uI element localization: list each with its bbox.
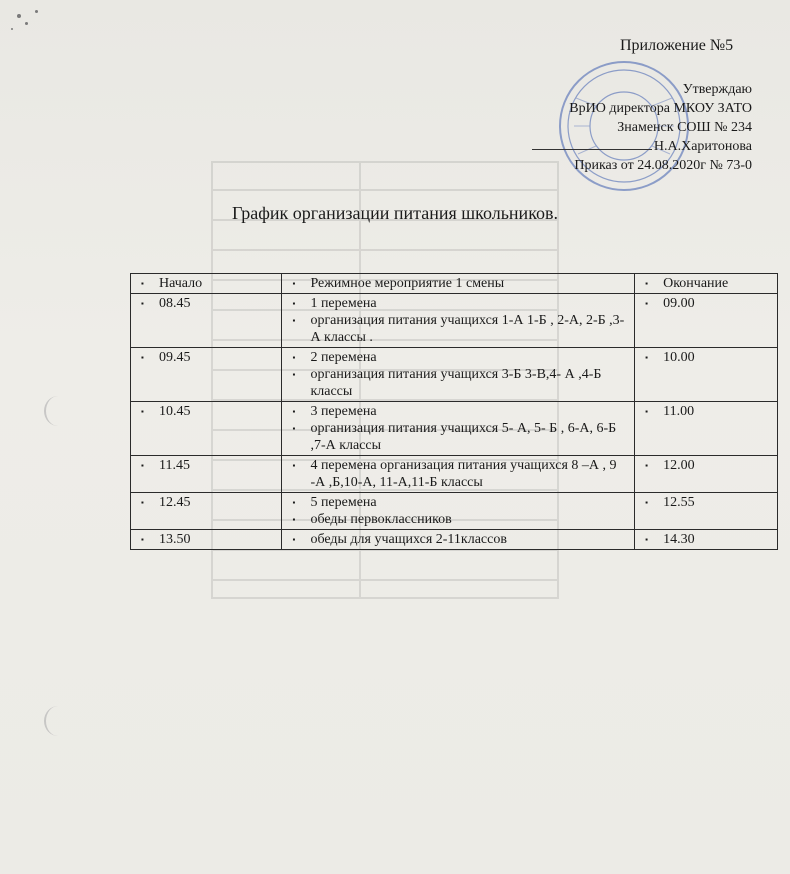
cell-start: ▪ 08.45	[131, 294, 282, 348]
bullet-icon: ▪	[292, 316, 296, 325]
scan-speck	[17, 14, 21, 18]
bullet-icon: ▪	[141, 353, 144, 362]
bullet-icon: ▪	[645, 407, 648, 416]
approver-position: ВрИО директора МКОУ ЗАТО	[569, 101, 752, 116]
bullet-icon: ▪	[292, 498, 296, 507]
header-start: ▪ Начало	[131, 274, 282, 294]
bullet-icon: ▪	[141, 461, 144, 470]
appendix-label: Приложение №5	[620, 37, 734, 54]
signature-blank	[532, 149, 652, 150]
cell-end: ▪ 12.55	[635, 493, 778, 530]
table-row	[131, 348, 778, 402]
cell-activity: ▪ 4 перемена организация питания учащихся 8 –А , 9 -А ,Б,10-А, 11-А,11-Б классы	[282, 456, 635, 493]
punch-hole-mark	[44, 396, 72, 426]
header-end: ▪ Окончание	[635, 274, 778, 294]
signatory-name: Н.А.Харитонова	[653, 139, 752, 154]
punch-hole-mark	[44, 706, 72, 736]
bullet-icon: ▪	[645, 461, 648, 470]
bullet-icon: ▪	[292, 535, 296, 544]
bullet-icon: ▪	[645, 279, 648, 288]
table-header-row	[131, 274, 778, 294]
table-row	[131, 493, 778, 530]
bullet-icon: ▪	[141, 407, 144, 416]
document-title: График организации питания школьников.	[231, 203, 559, 223]
bullet-icon: ▪	[141, 498, 144, 507]
bullet-icon: ▪	[292, 515, 296, 524]
cell-activity: ▪ обеды для учащихся 2-11классов	[282, 530, 635, 550]
cell-activity: ▪ 3 перемена ▪ организация питания учащихся 5- А, 5- Б , 6-А, 6-Б ,7-А классы	[282, 402, 635, 456]
cell-start: ▪ 12.45	[131, 493, 282, 530]
scan-speck	[35, 10, 38, 13]
bullet-icon: ▪	[645, 498, 648, 507]
bullet-icon: ▪	[141, 299, 144, 308]
scan-speck	[11, 28, 13, 30]
order-reference: Приказ от 24.08.2020г № 73-0	[574, 158, 752, 173]
bullet-icon: ▪	[141, 279, 144, 288]
cell-start: ▪ 13.50	[131, 530, 282, 550]
meal-schedule-table	[130, 273, 778, 550]
bullet-icon: ▪	[645, 353, 648, 362]
table-row	[131, 456, 778, 493]
bullet-icon: ▪	[292, 461, 296, 470]
bullet-icon: ▪	[292, 424, 296, 433]
bullet-icon: ▪	[645, 535, 648, 544]
table-row	[131, 530, 778, 550]
table-row	[131, 294, 778, 348]
cell-end: ▪ 14.30	[635, 530, 778, 550]
bullet-icon: ▪	[292, 299, 296, 308]
bullet-icon: ▪	[292, 279, 296, 288]
signature-line	[522, 137, 752, 156]
cell-end: ▪ 12.00	[635, 456, 778, 493]
cell-start: ▪ 11.45	[131, 456, 282, 493]
cell-end: ▪ 10.00	[635, 348, 778, 402]
cell-end: ▪ 11.00	[635, 402, 778, 456]
bullet-icon: ▪	[292, 353, 296, 362]
bullet-icon: ▪	[292, 370, 296, 379]
cell-activity: ▪ 2 перемена ▪ организация питания учащихся 3-Б 3-В,4- А ,4-Б классы	[282, 348, 635, 402]
cell-activity: ▪ 5 перемена ▪ обеды первоклассников	[282, 493, 635, 530]
table-row	[131, 402, 778, 456]
bullet-icon: ▪	[645, 299, 648, 308]
cell-end: ▪ 09.00	[635, 294, 778, 348]
cell-start: ▪ 10.45	[131, 402, 282, 456]
approval-block	[522, 80, 752, 175]
approver-school: Знаменск СОШ № 234	[617, 120, 752, 135]
cell-activity: ▪ 1 перемена ▪ организация питания учащихся 1-А 1-Б , 2-А, 2-Б ,3-А классы .	[282, 294, 635, 348]
cell-start: ▪ 09.45	[131, 348, 282, 402]
scan-speck	[25, 22, 28, 25]
bullet-icon: ▪	[141, 535, 144, 544]
header-activity: ▪ Режимное мероприятие 1 смены	[282, 274, 635, 294]
bullet-icon: ▪	[292, 407, 296, 416]
approve-label: Утверждаю	[682, 82, 752, 97]
